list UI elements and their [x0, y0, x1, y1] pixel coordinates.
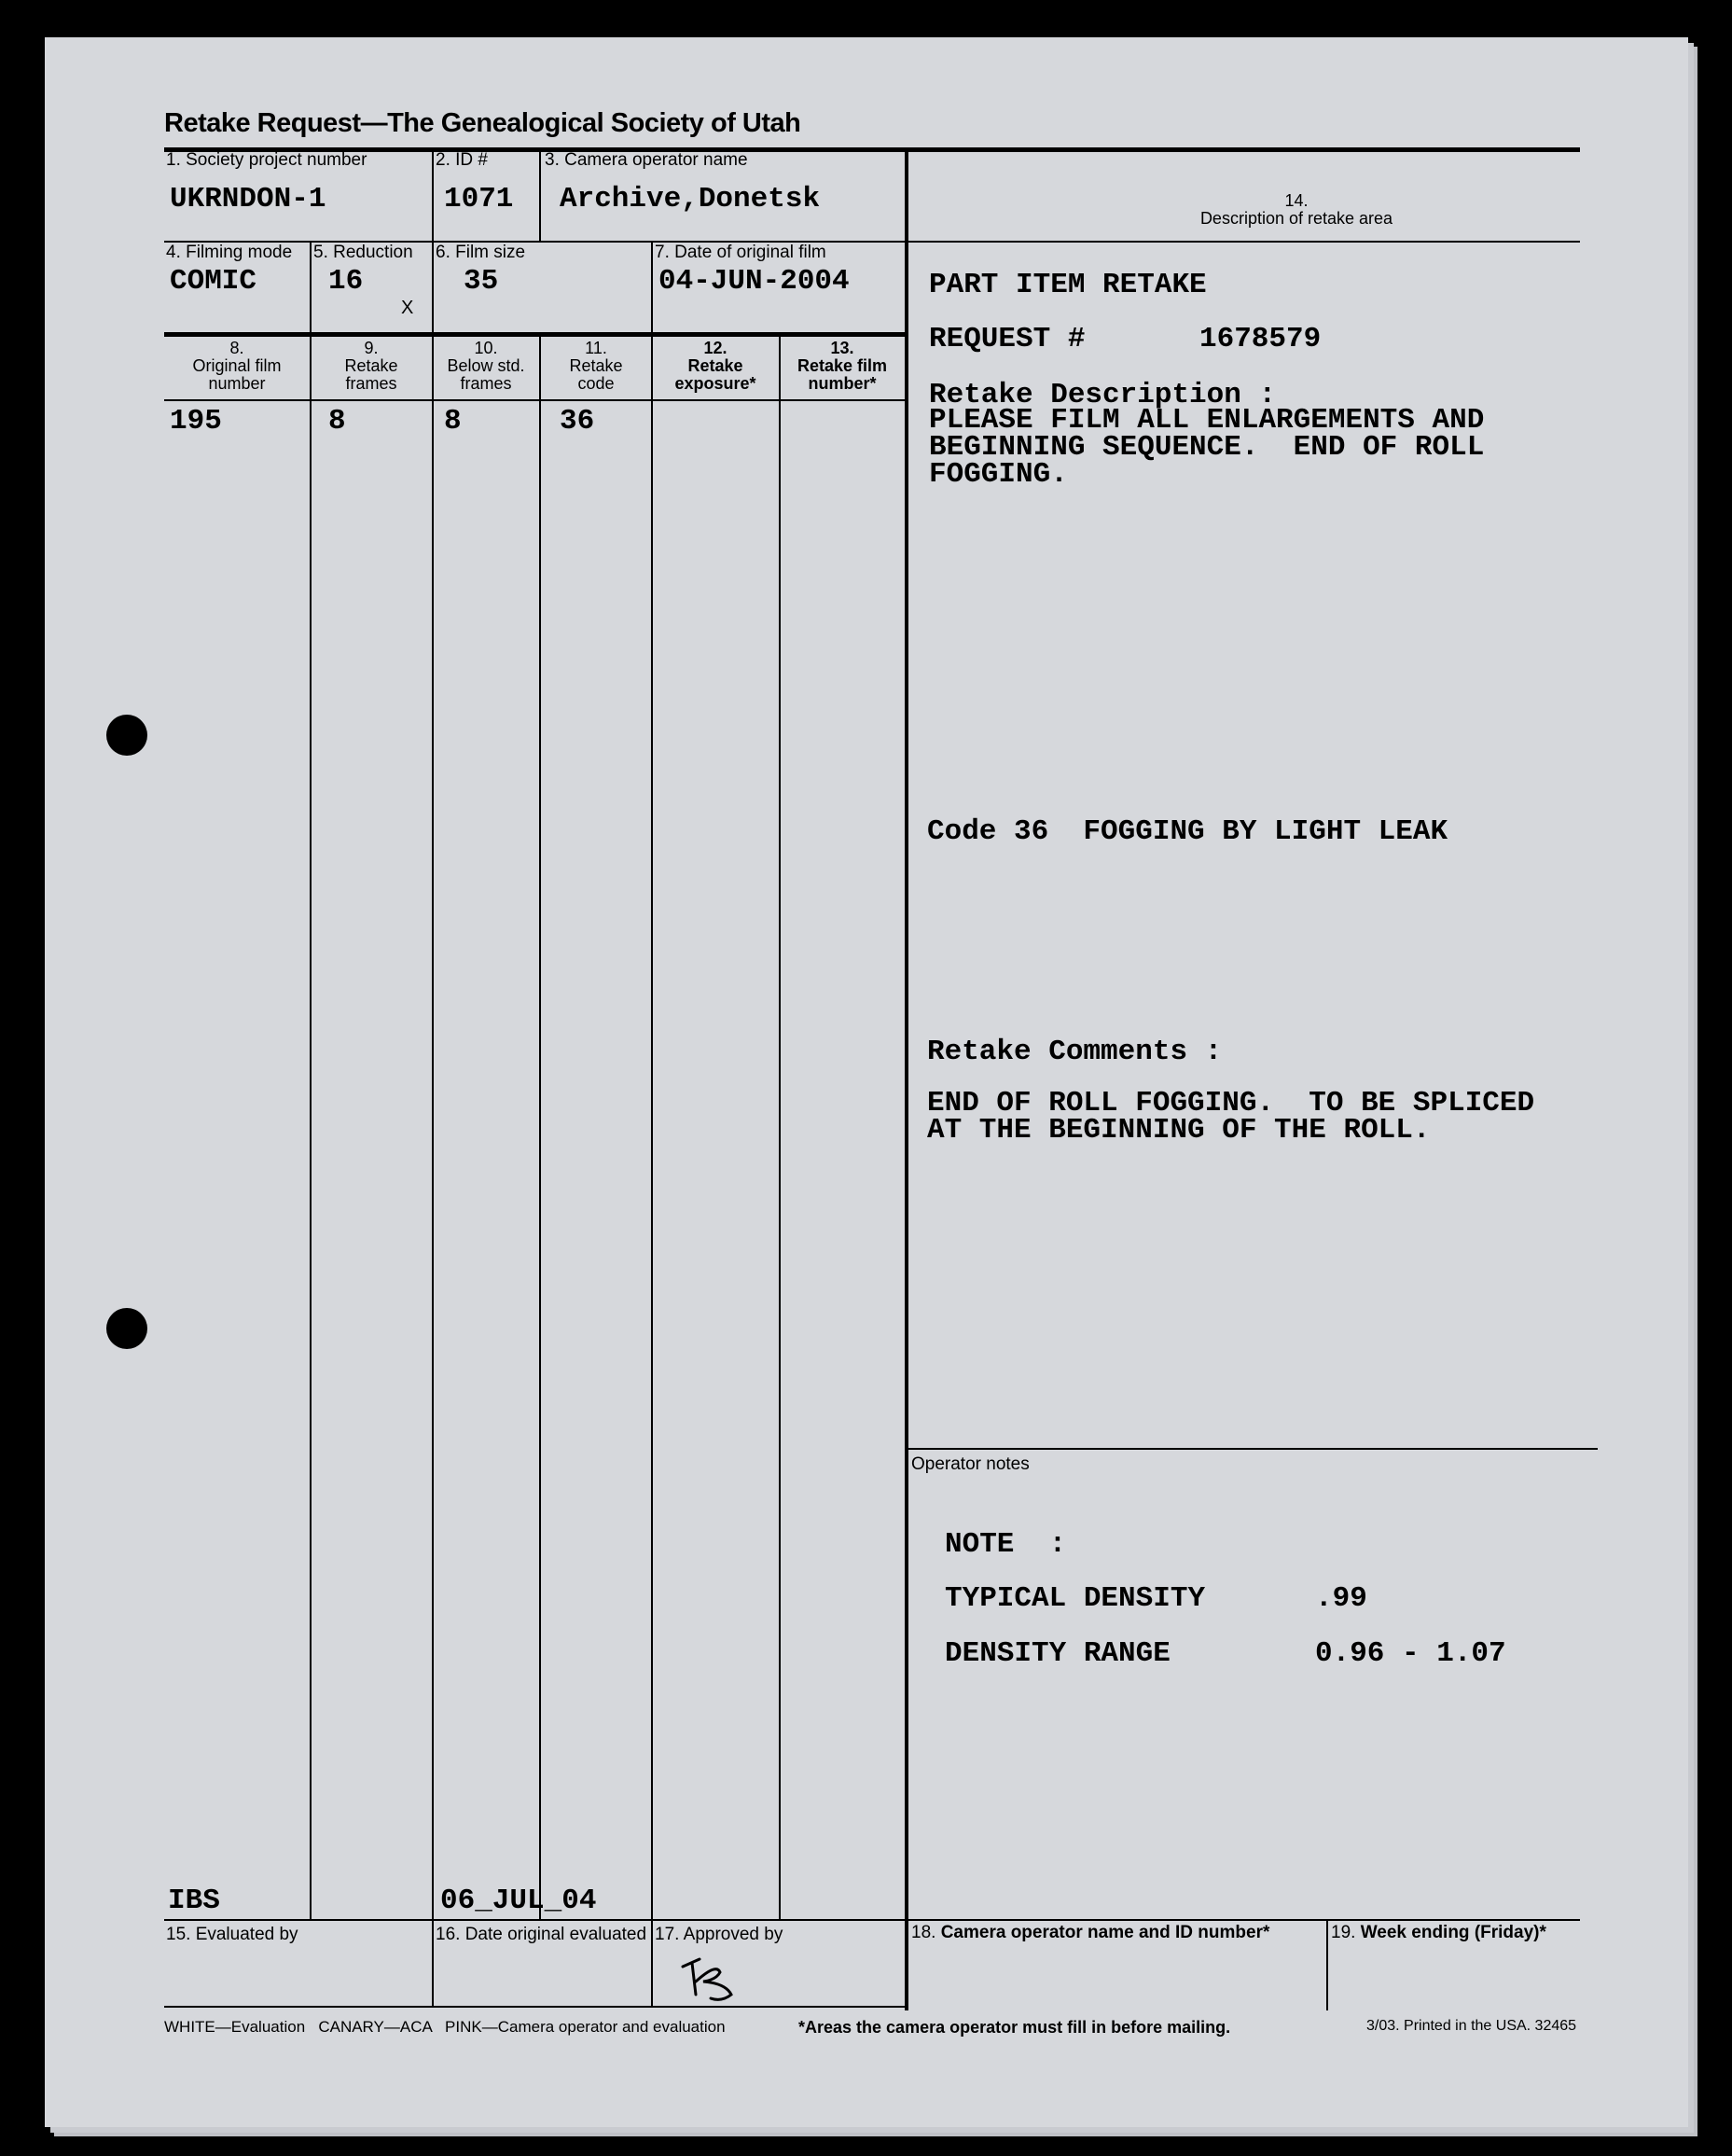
- original-film-number-value: 195: [170, 405, 222, 438]
- typical-density-value: .99: [1315, 1582, 1367, 1615]
- rule-footer: [164, 2006, 908, 2008]
- form-title: Retake Request—The Genealogical Society of Utah: [164, 108, 801, 138]
- col-line-3: [539, 149, 541, 243]
- request-label: REQUEST #: [929, 323, 1086, 355]
- note-heading: NOTE :: [945, 1528, 1067, 1561]
- rule-header: [164, 399, 908, 401]
- field-18-number: 18.: [911, 1923, 936, 1942]
- label-retake-exposure: 12. Retake exposure*: [674, 339, 756, 393]
- label-film-size: 6. Film size: [436, 243, 526, 262]
- label-date-evaluated: 16. Date original evaluated: [436, 1925, 647, 1944]
- project-number-value: UKRNDON-1: [170, 183, 326, 216]
- field-19-text: Week ending (Friday)*: [1360, 1923, 1546, 1942]
- reduction-value: 16: [328, 265, 364, 298]
- below-std-frames-value: 8: [444, 405, 462, 438]
- id-value: 1071: [444, 183, 514, 216]
- operator-name-value: Archive,Donetsk: [560, 183, 821, 216]
- label-original-film-number: 8. Original film number: [192, 339, 282, 393]
- density-range-label: DENSITY RANGE: [945, 1637, 1171, 1670]
- punch-hole-lower: [106, 1308, 147, 1349]
- retake-comments-heading: Retake Comments :: [927, 1036, 1223, 1068]
- label-project-number: 1. Society project number: [166, 150, 367, 170]
- label-week-ending: [1331, 1924, 1546, 1942]
- col-line-5: [779, 334, 781, 1920]
- col-line-3b: [539, 334, 541, 1920]
- code-line: Code 36 FOGGING BY LIGHT LEAK: [927, 815, 1448, 848]
- film-size-value: 35: [464, 265, 499, 298]
- rule-row3: [164, 332, 908, 337]
- field-19-number: 19.: [1331, 1923, 1356, 1942]
- retake-code-value: 36: [560, 405, 595, 438]
- approved-initials-signature: [679, 1954, 744, 2006]
- label-below-std-frames: 10. Below std. frames: [447, 339, 525, 393]
- date-original-value: 04-JUN-2004: [658, 265, 850, 298]
- rule-operator-notes: [908, 1448, 1598, 1450]
- density-range-value: 0.96 - 1.07: [1315, 1637, 1506, 1670]
- label-id: 2. ID #: [436, 150, 488, 170]
- label-approved-by: 17. Approved by: [655, 1925, 783, 1944]
- col-line-4: [651, 241, 653, 2006]
- evaluated-by-value: IBS: [168, 1885, 220, 1917]
- col-line-1: [310, 241, 312, 1920]
- label-camera-operator-id: [911, 1924, 1269, 1942]
- label-date-original: 7. Date of original film: [655, 243, 826, 262]
- retake-description-heading: Retake Description :: [929, 379, 1277, 411]
- col-line-main: [905, 149, 908, 2010]
- label-filming-mode: 4. Filming mode: [166, 243, 293, 262]
- footer-required-note: *Areas the camera operator must fill in before mailing.: [798, 2018, 1231, 2037]
- label-evaluated-by: 15. Evaluated by: [166, 1925, 298, 1944]
- label-operator-name: 3. Camera operator name: [545, 150, 748, 170]
- col-line-19: [1326, 1919, 1328, 2010]
- retake-frames-value: 8: [328, 405, 346, 438]
- label-retake-frames: 9. Retake frames: [344, 339, 398, 393]
- footer-printed: 3/03. Printed in the USA. 32465: [1366, 2018, 1577, 2034]
- label-operator-notes: Operator notes: [911, 1454, 1030, 1474]
- rule-top: [164, 147, 1580, 152]
- rule-bottom-fields: [164, 1919, 1580, 1921]
- col-line-2: [432, 149, 434, 2006]
- label-retake-film-number: 13. Retake film number*: [797, 339, 888, 393]
- rule-row2-right: [908, 241, 1580, 243]
- filming-mode-value: COMIC: [170, 265, 257, 298]
- field-18-text: Camera operator name and ID number*: [940, 1923, 1270, 1942]
- date-evaluated-value: 06_JUL_04: [440, 1885, 597, 1917]
- retake-comments-text: END OF ROLL FOGGING. TO BE SPLICED AT THE BEGINNING OF THE ROLL.: [927, 1087, 1535, 1147]
- footer-copies: WHITE—Evaluation CANARY—ACA PINK—Camera operator and evaluation: [164, 2018, 726, 2036]
- part-item-retake: PART ITEM RETAKE: [929, 269, 1207, 301]
- label-reduction: 5. Reduction: [313, 243, 413, 262]
- punch-hole-upper: [106, 715, 147, 756]
- label-description-area: 14. Description of retake area: [1199, 191, 1393, 228]
- retake-description-text: PLEASE FILM ALL ENLARGEMENTS AND BEGINNING SEQUENCE. END OF ROLL FOGGING.: [929, 404, 1485, 491]
- typical-density-label: TYPICAL DENSITY: [945, 1582, 1206, 1615]
- request-number: 1678579: [1199, 323, 1322, 355]
- label-retake-code: 11. Retake code: [569, 339, 623, 393]
- reduction-x: X: [401, 298, 414, 318]
